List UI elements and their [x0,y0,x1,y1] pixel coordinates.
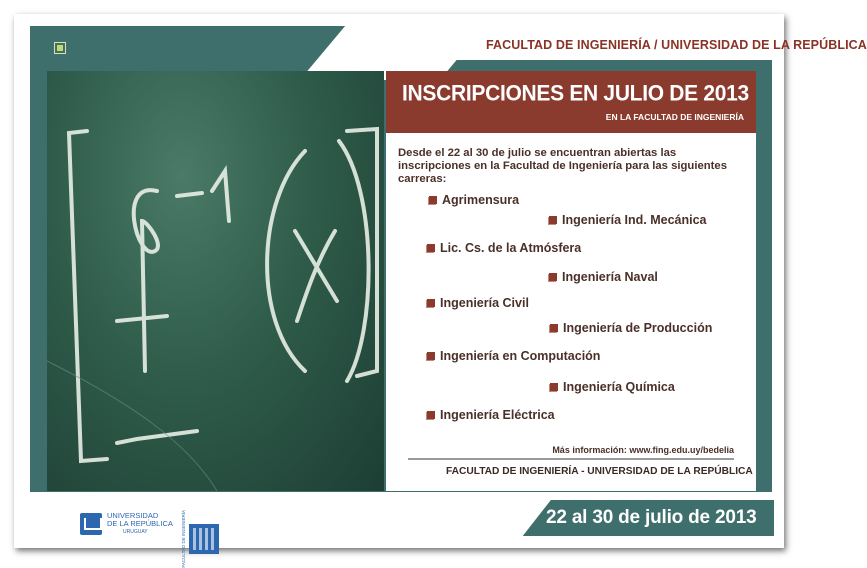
udelar-logo [80,512,173,536]
udelar-crest-icon [80,513,102,535]
career-item: Ingeniería Naval [549,270,658,284]
chalk-formula-icon [47,71,384,491]
bullet-icon [550,383,558,391]
bullet-icon [549,216,557,224]
institution-title: FACULTAD DE INGENIERÍA / UNIVERSIDAD DE LA REPÚBLICA [486,38,867,52]
udelar-line1: UNIVERSIDAD [107,511,159,520]
divider [408,458,734,460]
square-logo-icon [54,42,66,54]
career-item: Ingeniería Eléctrica [427,408,555,422]
bullet-icon [427,352,435,360]
career-item: Ingeniería Civil [427,296,529,310]
chalkboard-image [47,71,384,491]
career-item: Lic. Cs. de la Atmósfera [427,241,581,255]
date-range: 22 al 30 de julio de 2013 [546,507,757,528]
fing-mark-icon [189,524,219,554]
career-item: Ingeniería en Computación [427,349,600,363]
intro-text: Desde el 22 al 30 de julio se encuentran abiertas las inscripciones en la Facultad de Ingeniería para las siguientes carreras: [398,147,727,185]
announcement-subtitle: EN LA FACULTAD DE INGENIERÍA [605,112,744,122]
panel-footer: FACULTAD DE INGENIERÍA - UNIVERSIDAD DE LA REPÚBLICA [446,466,753,477]
fing-logo [181,510,219,568]
title-bar [386,71,756,133]
bullet-icon [549,273,557,281]
career-item: Ingeniería Química [550,380,675,394]
career-item: Agrimensura [429,193,519,207]
fing-logo-text: FACULTAD DE INGENIERÍA [181,510,186,568]
udelar-line2: DE LA REPÚBLICA [107,519,173,528]
bullet-icon [429,196,437,204]
udelar-line3: URUGUAY [123,529,148,535]
bullet-icon [427,244,435,252]
announcement-title: INSCRIPCIONES EN JULIO DE 2013 [402,81,749,106]
career-item: Ingeniería Ind. Mecánica [549,213,707,227]
bullet-icon [427,299,435,307]
more-info-link: Más información: www.fing.edu.uy/bedelia [552,445,734,455]
announcement-panel [386,71,756,491]
bullet-icon [550,324,558,332]
bullet-icon [427,411,435,419]
career-item: Ingeniería de Producción [550,321,712,335]
